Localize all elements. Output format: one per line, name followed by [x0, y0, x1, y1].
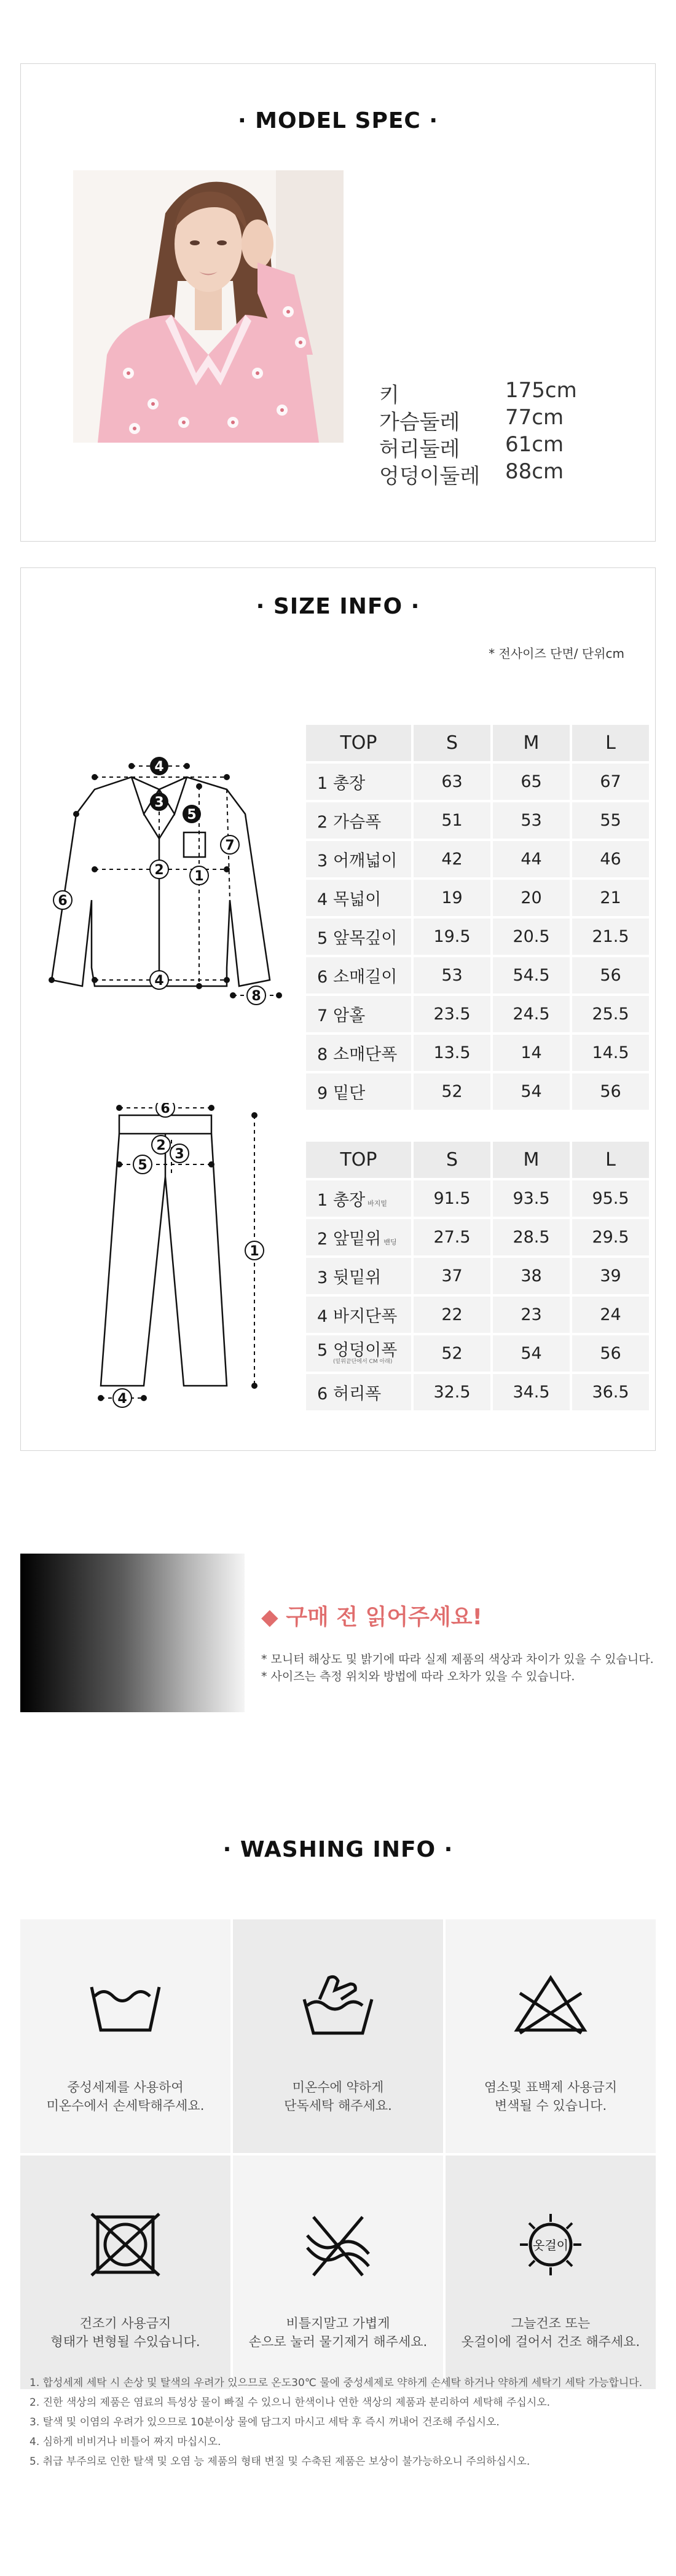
size-l-value: 67: [572, 764, 649, 800]
size-s-value: 32.5: [414, 1374, 490, 1410]
spec-label: 키: [379, 383, 399, 408]
table-row: [306, 1073, 649, 1110]
notice-line: * 모니터 해상도 및 밝기에 따라 실제 제품의 색상과 차이가 있을 수 있습니다.: [261, 1653, 654, 1666]
column-header: TOP: [306, 725, 411, 761]
svg-text:7: 7: [225, 838, 235, 853]
size-l-value: 36.5: [572, 1374, 649, 1410]
measure-name: 6 허리폭: [306, 1374, 411, 1410]
measure-name: 1 총장: [306, 764, 411, 800]
svg-text:8: 8: [251, 989, 261, 1004]
size-s-value: 52: [414, 1335, 490, 1372]
wash-caption: 그늘건조 또는 옷걸이에 걸어서 건조 해주세요.: [461, 2316, 640, 2349]
table-row: [306, 996, 649, 1032]
svg-text:4: 4: [117, 1391, 127, 1407]
svg-text:6: 6: [58, 893, 68, 909]
bottom-size-table: [304, 1139, 651, 1413]
column-header: TOP: [306, 1142, 411, 1178]
spec-value: 88cm: [505, 459, 564, 484]
notice-line: * 사이즈는 측정 위치와 방법에 따라 오차가 있을 수 있습니다.: [261, 1670, 575, 1683]
hand-wash-icon: [301, 1975, 375, 2036]
spec-label: 가슴둘레: [379, 410, 460, 435]
spec-value: 77cm: [505, 405, 564, 430]
measure-name: 8 소매단폭: [306, 1035, 411, 1071]
column-header: M: [493, 725, 570, 761]
size-m-value: 93.5: [493, 1180, 570, 1217]
table-row: [306, 802, 649, 839]
wash-caption: 미온수에 약하게 단독세탁 해주세요.: [284, 2080, 392, 2113]
shade-dry-icon: [514, 2211, 588, 2278]
svg-text:2: 2: [156, 1138, 166, 1153]
wash-card: [446, 2155, 656, 2389]
table-row: [306, 1035, 649, 1071]
wash-card: [20, 1919, 230, 2153]
table-row: [306, 957, 649, 994]
no-wring-icon: [301, 2211, 375, 2278]
column-header: S: [414, 725, 490, 761]
measure-name: 3 뒷밑위: [306, 1258, 411, 1294]
size-l-value: 46: [572, 841, 649, 877]
no-bleach-icon: [514, 1975, 588, 2036]
svg-text:4: 4: [154, 759, 164, 775]
column-header: S: [414, 1142, 490, 1178]
model-photo-illustration: [73, 170, 344, 443]
spec-label: 허리둘레: [379, 437, 460, 462]
care-note: 1. 합성세제 세탁 시 손상 및 탈색의 우려가 있으므로 온도30℃ 물에 중성세제로 약하게 손세탁 하거나 약하게 세탁기 세탁 가능합니다.: [29, 2377, 643, 2389]
size-info-panel: [20, 567, 656, 1451]
wash-card: [20, 2155, 230, 2389]
wash-tub-icon: [88, 1975, 162, 2036]
bottom-measure-diagram: [58, 1103, 279, 1410]
wash-card: [446, 1919, 656, 2153]
size-s-value: 22: [414, 1297, 490, 1333]
size-m-value: 20: [493, 880, 570, 916]
svg-text:6: 6: [160, 1103, 170, 1116]
svg-text:3: 3: [154, 795, 164, 810]
table-header-row: [306, 1142, 649, 1178]
size-l-value: 29.5: [572, 1219, 649, 1255]
measure-name: 2 가슴폭: [306, 802, 411, 839]
care-notes: [29, 2373, 642, 2471]
size-s-value: 63: [414, 764, 490, 800]
notice-title: ◆ 구매 전 읽어주세요!: [261, 1605, 482, 1630]
wash-caption: 비틀지말고 가볍게 손으로 눌러 물기제거 해주세요.: [248, 2316, 428, 2349]
size-m-value: 65: [493, 764, 570, 800]
measure-name: 3 어깨넓이: [306, 841, 411, 877]
top-measure-diagram: [21, 753, 297, 1017]
spec-label: 엉덩이둘레: [379, 464, 481, 489]
measure-name: 6 소매길이: [306, 957, 411, 994]
table-row: [306, 841, 649, 877]
size-unit-note: * 전사이즈 단면/ 단위cm: [489, 646, 624, 661]
measure-name: 4 바지단폭: [306, 1297, 411, 1333]
size-l-value: 56: [572, 1073, 649, 1110]
wash-card: [233, 2155, 443, 2389]
svg-text:2: 2: [154, 863, 164, 878]
care-note: 4. 심하게 비비거나 비틀어 짜지 마십시오.: [29, 2436, 221, 2448]
gradient-strip: [20, 1554, 245, 1712]
table-row: [306, 1219, 649, 1255]
size-s-value: 27.5: [414, 1219, 490, 1255]
size-l-value: 56: [572, 957, 649, 994]
spec-value: 175cm: [505, 378, 577, 403]
size-l-value: 21: [572, 880, 649, 916]
size-m-value: 24.5: [493, 996, 570, 1032]
measure-subnote: (밑위끝단에서 CM 아래): [333, 1358, 393, 1365]
table-row: [306, 764, 649, 800]
size-l-value: 55: [572, 802, 649, 839]
size-m-value: 23: [493, 1297, 570, 1333]
size-s-value: 42: [414, 841, 490, 877]
size-m-value: 14: [493, 1035, 570, 1071]
svg-text:1: 1: [194, 869, 204, 884]
table-row: [306, 1374, 649, 1410]
measure-name: 5 앞목깊이: [306, 919, 411, 955]
size-m-value: 54: [493, 1335, 570, 1372]
spec-value: 61cm: [505, 432, 564, 457]
shade-dry-icon-label: 옷걸이: [533, 2238, 568, 2253]
size-m-value: 20.5: [493, 919, 570, 955]
measure-name: 5 엉덩이폭 (밑위끝단에서 CM 아래): [306, 1335, 411, 1372]
table-row: [306, 1335, 649, 1372]
size-s-value: 52: [414, 1073, 490, 1110]
wash-caption: 중성세제를 사용하여 미온수에서 손세탁해주세요.: [46, 2080, 205, 2113]
table-row: [306, 880, 649, 916]
size-l-value: 21.5: [572, 919, 649, 955]
size-s-value: 37: [414, 1258, 490, 1294]
measure-name: 2 앞밑위 밴딩: [306, 1219, 411, 1255]
size-m-value: 28.5: [493, 1219, 570, 1255]
size-m-value: 44: [493, 841, 570, 877]
size-m-value: 53: [493, 802, 570, 839]
no-tumble-dry-icon: [88, 2211, 162, 2278]
wash-card: [233, 1919, 443, 2153]
wash-caption: 건조기 사용금지 형태가 변형될 수있습니다.: [50, 2316, 200, 2349]
table-row: [306, 1180, 649, 1217]
svg-text:3: 3: [175, 1147, 184, 1162]
washing-grid: [20, 1919, 656, 2387]
size-l-value: 39: [572, 1258, 649, 1294]
column-header: M: [493, 1142, 570, 1178]
size-l-value: 56: [572, 1335, 649, 1372]
care-note: 5. 취급 부주의로 인한 탈색 및 오염 능 제품의 형태 변질 및 수축된 제품은 보상이 불가능하오니 주의하십시오.: [29, 2455, 530, 2468]
table-row: [306, 919, 649, 955]
svg-text:5: 5: [187, 807, 197, 823]
washing-info-title: · WASHING INFO ·: [222, 1837, 454, 1862]
svg-text:1: 1: [250, 1244, 259, 1259]
measure-name: 7 암홀: [306, 996, 411, 1032]
table-header-row: [306, 725, 649, 761]
size-s-value: 19: [414, 880, 490, 916]
measure-name: 4 목넓이: [306, 880, 411, 916]
care-note: 2. 진한 색상의 제품은 염료의 특성상 물이 빠질 수 있으니 한색이나 연한 색상의 제품과 분리하여 세탁해 주십시오.: [29, 2396, 551, 2409]
svg-text:5: 5: [138, 1158, 147, 1173]
column-header: L: [572, 1142, 649, 1178]
model-spec-panel: [20, 63, 656, 542]
size-s-value: 13.5: [414, 1035, 490, 1071]
size-s-value: 23.5: [414, 996, 490, 1032]
size-s-value: 53: [414, 957, 490, 994]
table-row: [306, 1258, 649, 1294]
care-note: 3. 탈색 및 이염의 우려가 있으므로 10분이상 물에 담그지 마시고 세탁 후 즉시 꺼내어 건조해 주십시오.: [29, 2416, 500, 2428]
size-s-value: 19.5: [414, 919, 490, 955]
model-photo: [73, 170, 344, 443]
measure-name: 1 총장 바지밑: [306, 1180, 411, 1217]
table-row: [306, 1297, 649, 1333]
size-s-value: 51: [414, 802, 490, 839]
size-m-value: 54: [493, 1073, 570, 1110]
measure-name: 9 밑단: [306, 1073, 411, 1110]
top-size-table: [304, 722, 651, 1112]
svg-text:4: 4: [154, 973, 164, 989]
size-l-value: 25.5: [572, 996, 649, 1032]
size-m-value: 38: [493, 1258, 570, 1294]
wash-caption: 염소및 표백제 사용금지 변색될 수 있습니다.: [484, 2080, 618, 2113]
size-m-value: 54.5: [493, 957, 570, 994]
size-s-value: 91.5: [414, 1180, 490, 1217]
size-l-value: 24: [572, 1297, 649, 1333]
size-m-value: 34.5: [493, 1374, 570, 1410]
size-info-title: · SIZE INFO ·: [256, 594, 420, 619]
size-l-value: 95.5: [572, 1180, 649, 1217]
column-header: L: [572, 725, 649, 761]
model-spec-title: · MODEL SPEC ·: [237, 108, 439, 133]
size-l-value: 14.5: [572, 1035, 649, 1071]
